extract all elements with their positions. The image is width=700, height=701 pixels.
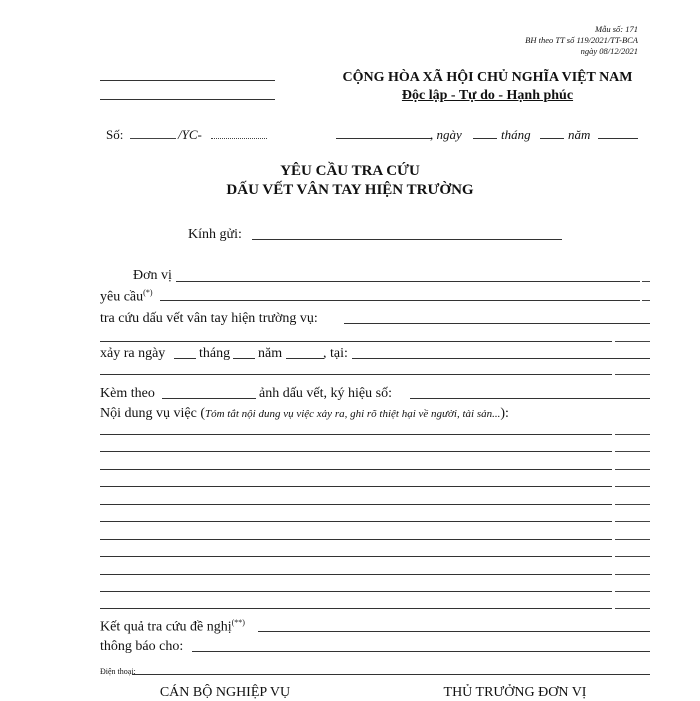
content-line (100, 556, 612, 557)
form-number: Mẫu số: 171 (595, 24, 638, 34)
content-line-tail (615, 521, 650, 522)
ket-qua-text: Kết quả tra cứu đề nghị (100, 619, 232, 635)
xay-ra-year-blank (286, 358, 324, 359)
xay-ra-nam-label: năm (258, 346, 283, 361)
noi-dung-note: Tóm tắt nội dung vụ việc xảy ra, ghi rõ thiệt hại về người, tài sản... (204, 408, 501, 420)
content-line (100, 608, 612, 609)
note-mark-1: (*) (143, 288, 153, 297)
so-label: Số: (106, 127, 124, 142)
thong-bao-label: thông báo cho: (100, 639, 184, 654)
signature-right: THỦ TRƯỞNG ĐƠN VỊ (443, 685, 587, 700)
content-line-tail (615, 434, 650, 435)
form-meta (525, 24, 638, 57)
note-mark-2: (**) (231, 618, 245, 627)
thong-bao-blank (192, 651, 650, 652)
content-line-tail (615, 556, 650, 557)
xay-ra-month-blank (233, 358, 255, 359)
don-vi-blank (176, 281, 640, 282)
xay-ra-day-blank (174, 358, 196, 359)
ky-hieu-blank (410, 398, 650, 399)
motto: Độc lập - Tự do - Hạnh phúc (401, 88, 574, 103)
yeu-cau-blank (160, 300, 640, 301)
content-line (100, 469, 612, 470)
noi-dung-text: Nội dung vụ việc ( (100, 406, 205, 421)
dien-thoai-label: Điện thoại: (100, 667, 136, 676)
content-line-tail (615, 574, 650, 575)
place-blank (336, 138, 432, 139)
don-vi-label: Đơn vị (133, 268, 172, 283)
content-line-tail (615, 608, 650, 609)
kinh-gui-label: Kính gửi: (188, 227, 242, 242)
content-line (100, 521, 612, 522)
tra-cuu-label: tra cứu dấu vết vân tay hiện trường vụ: (100, 311, 318, 326)
kinh-gui-blank (252, 239, 562, 240)
noi-dung-label (100, 406, 509, 422)
date-thang: tháng (501, 127, 531, 142)
agency-line-2 (100, 99, 275, 100)
tai-blank (352, 358, 650, 359)
content-line (100, 574, 612, 575)
form-date: ngày 08/12/2021 (580, 46, 638, 56)
noi-dung-end: ): (500, 406, 509, 421)
content-line (100, 504, 612, 505)
signature-left: CÁN BỘ NGHIỆP VỤ (159, 685, 291, 700)
xay-ra-thang-label: tháng (199, 346, 231, 361)
content-line-tail (615, 504, 650, 505)
tai-blank-2 (100, 374, 612, 375)
content-line-tail (615, 591, 650, 592)
yeu-cau-text: yêu cầu (100, 289, 144, 305)
year-blank (598, 138, 638, 139)
yc-blank (211, 138, 267, 139)
tai-tail (615, 374, 650, 375)
don-vi-tail (642, 281, 650, 282)
content-line-tail (615, 469, 650, 470)
day-blank (473, 138, 497, 139)
date-nam: năm (568, 127, 591, 142)
content-line (100, 591, 612, 592)
title-line-1: YÊU CẦU TRA CỨU (280, 163, 420, 179)
content-line-tail (615, 486, 650, 487)
xay-ra-ngay-label: xảy ra ngày (100, 346, 166, 361)
tai-label: , tại: (323, 346, 348, 361)
month-blank (540, 138, 564, 139)
so-blank (130, 138, 176, 139)
date-ngay: , ngày (430, 127, 462, 142)
tra-cuu-tail (615, 341, 650, 342)
yeu-cau-tail (642, 300, 650, 301)
kem-theo-blank (162, 398, 256, 399)
ket-qua-label (100, 618, 245, 636)
content-line (100, 451, 612, 452)
anh-dau-vet-label: ảnh dấu vết, ký hiệu số: (259, 386, 392, 401)
kem-theo-label: Kèm theo (100, 386, 155, 401)
tra-cuu-blank (344, 323, 650, 324)
content-line-tail (615, 451, 650, 452)
content-line (100, 486, 612, 487)
tra-cuu-blank-2 (100, 341, 612, 342)
agency-line-1 (100, 80, 275, 81)
yc-label: /YC- (178, 127, 202, 142)
content-line-tail (615, 539, 650, 540)
content-line (100, 539, 612, 540)
ket-qua-blank (258, 631, 650, 632)
dien-thoai-blank (132, 674, 650, 675)
content-line (100, 434, 612, 435)
title-line-2: DẤU VẾT VÂN TAY HIỆN TRƯỜNG (226, 182, 474, 198)
yeu-cau-label (100, 288, 152, 306)
nation-title: CỘNG HÒA XÃ HỘI CHỦ NGHĨA VIỆT NAM (342, 70, 633, 85)
form-circular: BH theo TT số 119/2021/TT-BCA (525, 35, 638, 45)
